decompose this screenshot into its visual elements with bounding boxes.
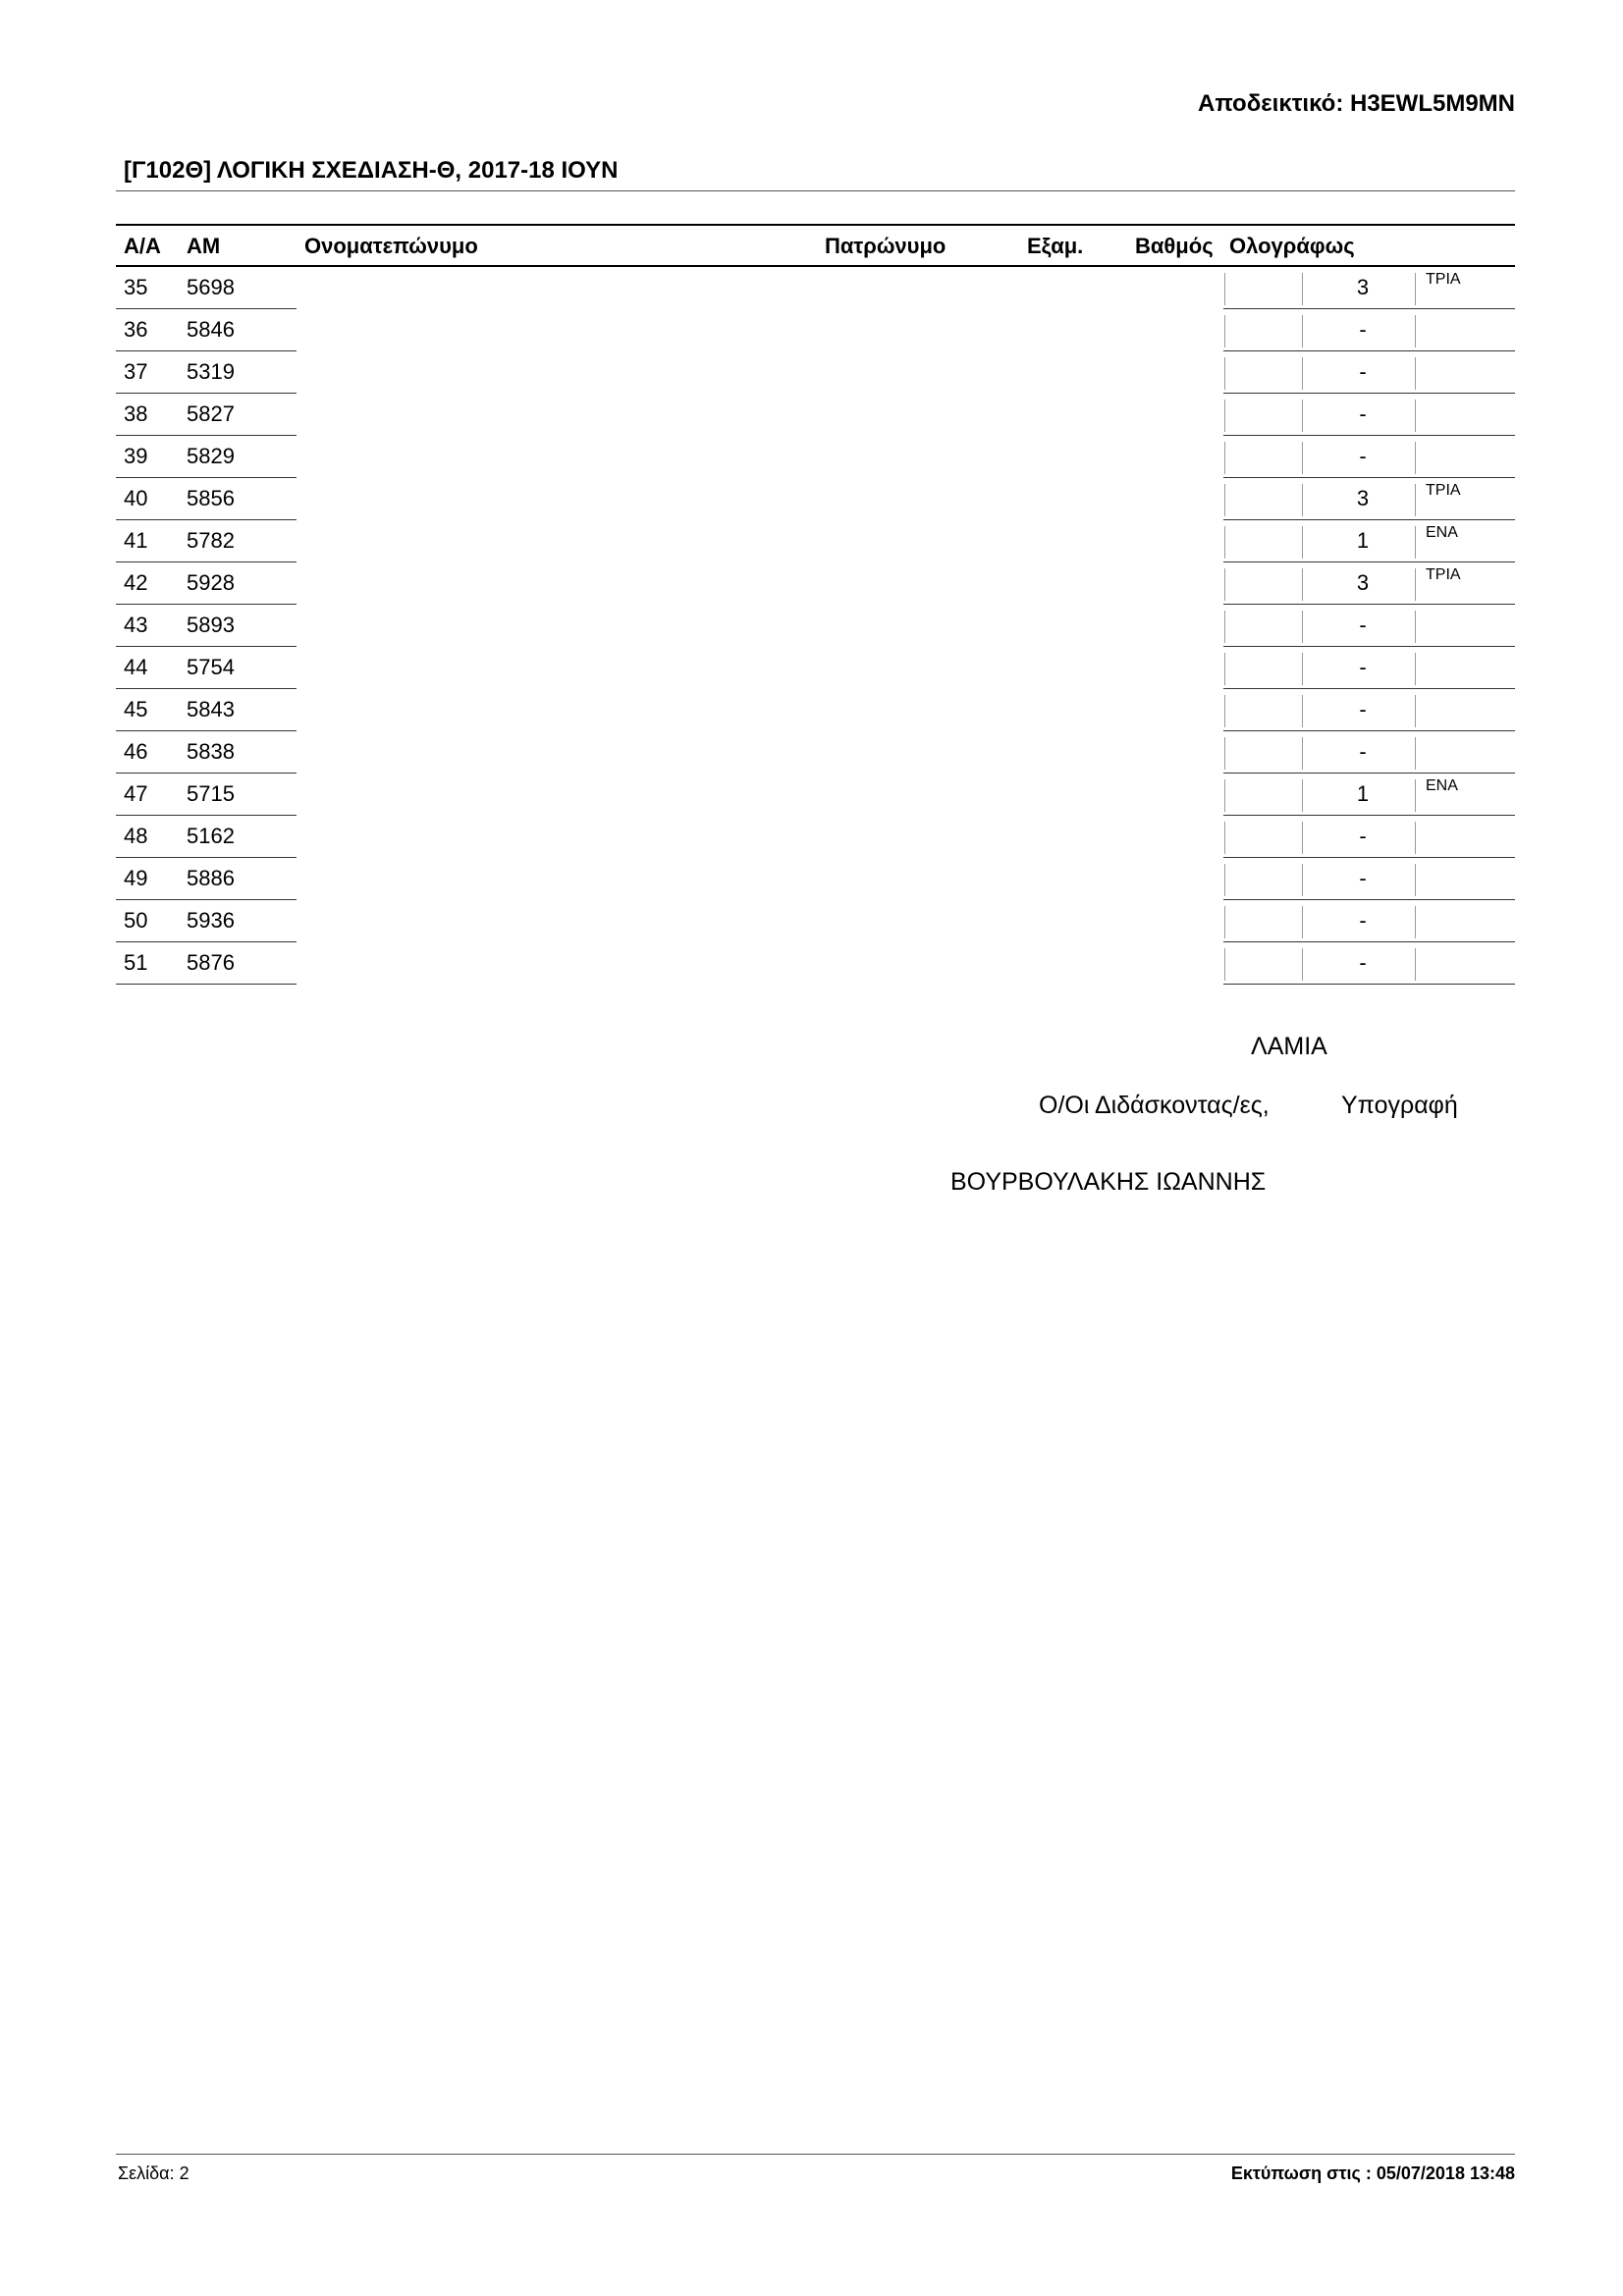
cell-divider (1415, 822, 1416, 854)
row-am: 5827 (187, 401, 235, 426)
cell-divider (1415, 737, 1416, 770)
cell-divider (1224, 568, 1225, 601)
row-grade: - (1359, 613, 1367, 637)
row-am: 5843 (187, 697, 235, 721)
table-row (116, 858, 1515, 900)
row-grade: 3 (1356, 486, 1370, 510)
table-row (116, 267, 1515, 309)
table-body (116, 267, 1515, 985)
table-row (116, 562, 1515, 605)
cell-divider (1415, 315, 1416, 347)
table-row (116, 942, 1515, 985)
cell-divider (1224, 695, 1225, 727)
table-row (116, 351, 1515, 394)
teacher-name: ΒΟΥΡΒΟΥΛΑΚΗΣ ΙΩΑΝΝΗΣ (950, 1168, 1267, 1196)
row-am: 5876 (187, 950, 235, 975)
receipt-code: Αποδεικτικό: H3EWL5M9MN (1198, 90, 1515, 117)
cell-divider (1224, 611, 1225, 643)
row-aa: 50 (124, 908, 148, 933)
print-timestamp: Εκτύπωση στις : 05/07/2018 13:48 (1230, 2163, 1515, 2183)
row-aa: 48 (124, 824, 148, 848)
row-am: 5715 (187, 781, 235, 806)
row-grade-words: ΤΡΙΑ (1426, 271, 1461, 288)
row-am: 5886 (187, 866, 235, 890)
col-aa: Α/Α (124, 234, 161, 258)
cell-divider (1415, 948, 1416, 981)
row-grade: - (1359, 950, 1367, 975)
cell-divider (1302, 315, 1303, 347)
title-divider (116, 190, 1515, 191)
cell-divider (1224, 484, 1225, 516)
col-grade: Βαθμός (1135, 234, 1214, 258)
cell-divider (1224, 526, 1225, 559)
city: ΛΑΜΙΑ (1251, 1033, 1327, 1060)
row-aa: 35 (124, 275, 148, 299)
row-aa: 38 (124, 401, 148, 426)
cell-divider (1415, 906, 1416, 938)
row-aa: 41 (124, 528, 148, 553)
teachers-label: Ο/Οι Διδάσκοντας/ες, (1039, 1092, 1270, 1119)
cell-divider (1302, 864, 1303, 896)
cell-divider (1224, 779, 1225, 812)
cell-divider (1224, 906, 1225, 938)
row-aa: 51 (124, 950, 148, 975)
cell-divider (1415, 273, 1416, 305)
row-am: 5162 (187, 824, 235, 848)
cell-divider (1302, 400, 1303, 432)
row-grade: - (1359, 739, 1367, 764)
table-row (116, 689, 1515, 731)
cell-divider (1302, 526, 1303, 559)
table-header (116, 224, 1515, 267)
col-am: ΑΜ (187, 234, 221, 258)
row-am: 5319 (187, 359, 235, 384)
col-name: Ονοματεπώνυμο (304, 234, 478, 258)
cell-divider (1302, 822, 1303, 854)
row-aa: 47 (124, 781, 148, 806)
cell-divider (1224, 737, 1225, 770)
table-row (116, 605, 1515, 647)
cell-divider (1302, 442, 1303, 474)
row-aa: 43 (124, 613, 148, 637)
table-row (116, 520, 1515, 562)
cell-divider (1302, 948, 1303, 981)
row-grade: 1 (1356, 781, 1370, 806)
grades-table (116, 224, 1515, 985)
course-title: [Γ102Θ] ΛΟΓΙΚΗ ΣΧΕΔΙΑΣΗ-Θ, 2017-18 ΙΟΥΝ (124, 157, 619, 184)
row-grade: - (1359, 824, 1367, 848)
row-grade-words: ΕΝΑ (1426, 777, 1458, 794)
table-row (116, 309, 1515, 351)
cell-divider (1415, 400, 1416, 432)
row-grade: - (1359, 317, 1367, 342)
cell-divider (1302, 357, 1303, 390)
row-grade-words: ΕΝΑ (1426, 524, 1458, 541)
table-row (116, 774, 1515, 816)
row-grade: - (1359, 697, 1367, 721)
row-aa: 37 (124, 359, 148, 384)
cell-divider (1302, 779, 1303, 812)
cell-divider (1415, 568, 1416, 601)
cell-divider (1415, 484, 1416, 516)
row-grade: - (1359, 359, 1367, 384)
row-aa: 46 (124, 739, 148, 764)
row-am: 5846 (187, 317, 235, 342)
cell-divider (1224, 822, 1225, 854)
row-grade: - (1359, 401, 1367, 426)
row-am: 5754 (187, 655, 235, 679)
table-row (116, 394, 1515, 436)
row-rule (1223, 984, 1515, 985)
cell-divider (1415, 611, 1416, 643)
cell-divider (1415, 695, 1416, 727)
footer-divider (116, 2154, 1515, 2155)
row-grade: - (1359, 444, 1367, 468)
row-grade: - (1359, 655, 1367, 679)
row-grade: 3 (1356, 275, 1370, 299)
table-row (116, 478, 1515, 520)
cell-divider (1224, 653, 1225, 685)
col-words: Ολογράφως (1229, 234, 1355, 258)
cell-divider (1224, 442, 1225, 474)
cell-divider (1415, 864, 1416, 896)
row-am: 5893 (187, 613, 235, 637)
row-am: 5838 (187, 739, 235, 764)
col-exam: Εξαμ. (1027, 234, 1084, 258)
row-aa: 40 (124, 486, 148, 510)
row-aa: 44 (124, 655, 148, 679)
cell-divider (1224, 864, 1225, 896)
cell-divider (1302, 737, 1303, 770)
col-father: Πατρώνυμο (825, 234, 947, 258)
cell-divider (1302, 695, 1303, 727)
cell-divider (1415, 442, 1416, 474)
cell-divider (1302, 273, 1303, 305)
cell-divider (1224, 400, 1225, 432)
table-row (116, 436, 1515, 478)
row-grade: - (1359, 866, 1367, 890)
row-aa: 36 (124, 317, 148, 342)
cell-divider (1415, 526, 1416, 559)
cell-divider (1302, 906, 1303, 938)
row-am: 5698 (187, 275, 235, 299)
cell-divider (1415, 357, 1416, 390)
cell-divider (1224, 273, 1225, 305)
cell-divider (1302, 653, 1303, 685)
cell-divider (1415, 653, 1416, 685)
row-grade: 3 (1356, 570, 1370, 595)
row-grade: 1 (1356, 528, 1370, 553)
row-grade: - (1359, 908, 1367, 933)
row-am: 5782 (187, 528, 235, 553)
cell-divider (1302, 611, 1303, 643)
row-rule (116, 984, 297, 985)
cell-divider (1302, 484, 1303, 516)
table-row (116, 731, 1515, 774)
row-aa: 49 (124, 866, 148, 890)
cell-divider (1224, 315, 1225, 347)
row-aa: 45 (124, 697, 148, 721)
page-number: Σελίδα: 2 (118, 2163, 189, 2183)
row-am: 5829 (187, 444, 235, 468)
row-aa: 39 (124, 444, 148, 468)
cell-divider (1415, 779, 1416, 812)
cell-divider (1224, 357, 1225, 390)
row-am: 5856 (187, 486, 235, 510)
table-row (116, 647, 1515, 689)
row-grade-words: ΤΡΙΑ (1426, 482, 1461, 499)
row-am: 5936 (187, 908, 235, 933)
row-am: 5928 (187, 570, 235, 595)
cell-divider (1224, 948, 1225, 981)
signature-label: Υπογραφή (1341, 1092, 1458, 1119)
row-grade-words: ΤΡΙΑ (1426, 566, 1461, 583)
table-row (116, 816, 1515, 858)
cell-divider (1302, 568, 1303, 601)
row-aa: 42 (124, 570, 148, 595)
table-row (116, 900, 1515, 942)
